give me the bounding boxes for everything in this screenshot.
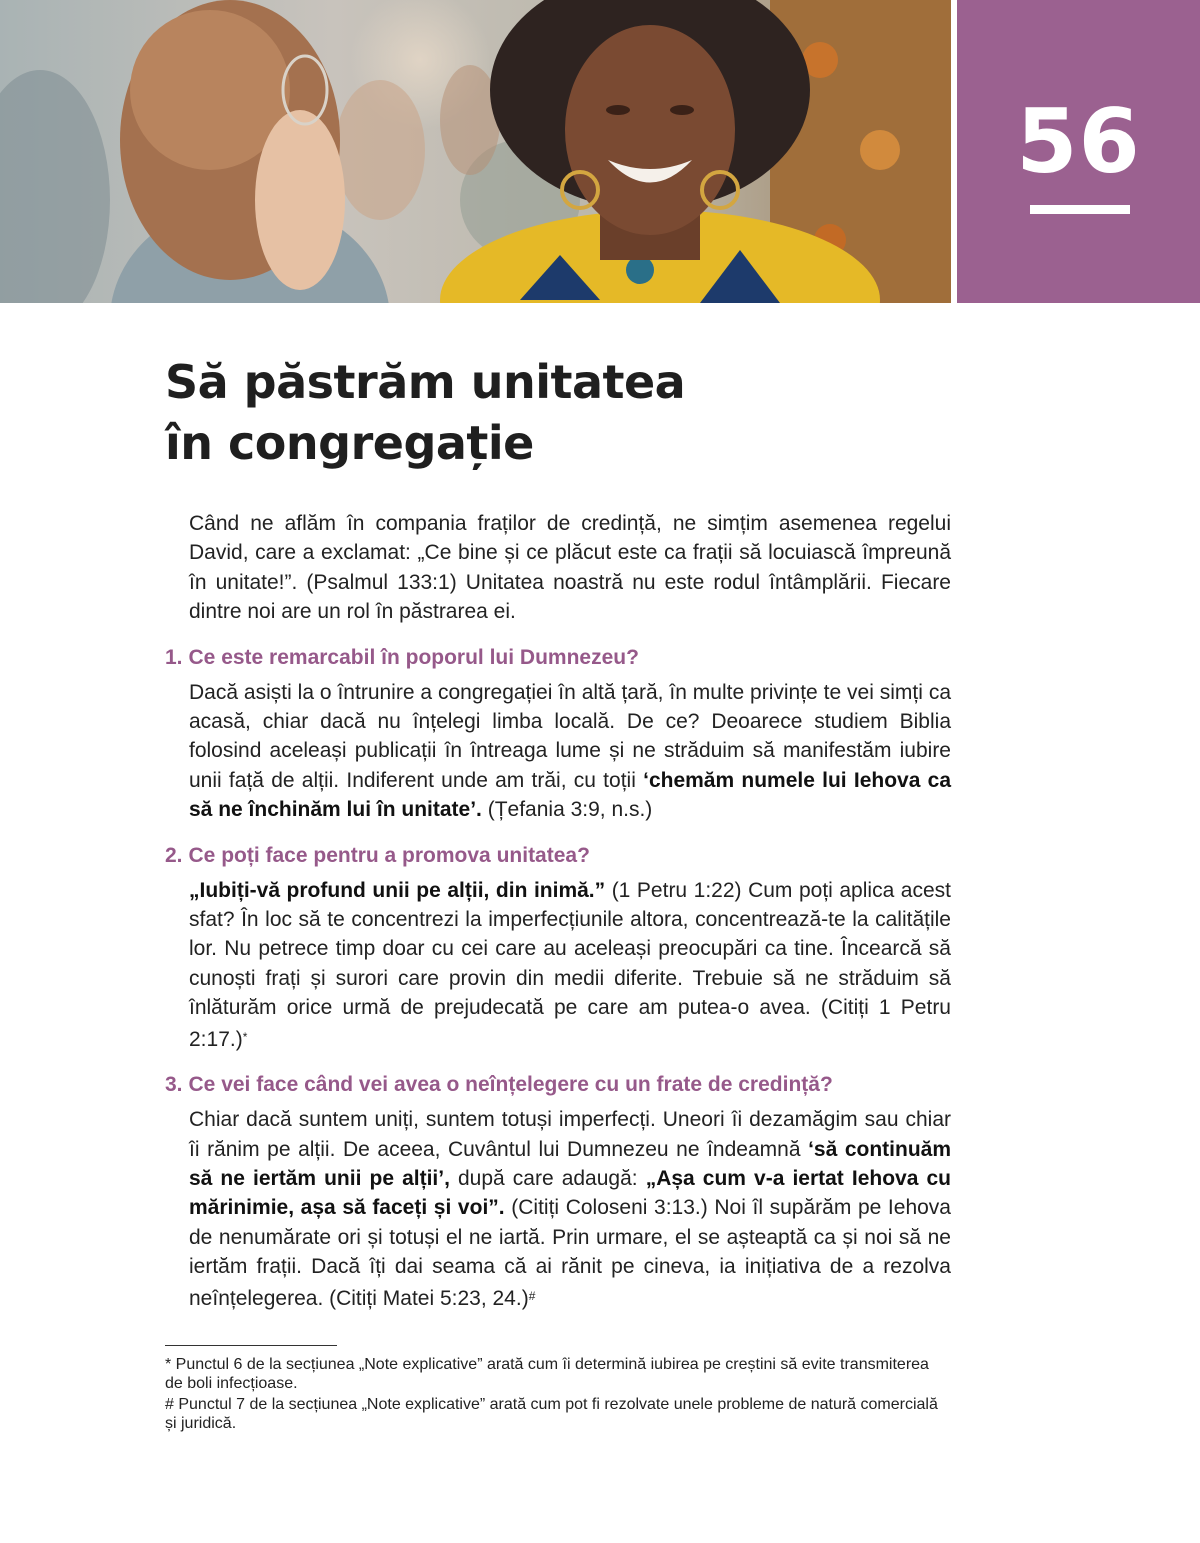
answer-text: după care adaugă: xyxy=(449,1166,646,1190)
footnote-marker[interactable]: # xyxy=(528,1288,536,1303)
question-number: 3. xyxy=(165,1073,183,1097)
page-title xyxy=(165,352,865,474)
question-text: Ce poți face pentru a promova unitatea? xyxy=(188,843,590,867)
answer-text: Dacă asiști la o întrunire a congregației în altă țară, în multe privințe te vei simți ca acasă, chiar dacă nu înțelegi limba locală. De ce? Deoarece studiem Biblia folosind aceleași publicații în întreaga lume și ne străduim să manifestăm iubire unii față de alții. Indiferent unde am trăi, cu toții xyxy=(189,680,951,792)
answer-1-paragraph xyxy=(189,678,951,825)
footnote-2 xyxy=(165,1395,945,1433)
page-title-line-1: Să păstrăm unitatea xyxy=(165,355,686,409)
question-2 xyxy=(165,841,951,870)
intro-paragraph: Când ne aflăm în compania fraților de credință, ne simțim asemenea regelui David, care a exclamat: „Ce bine și ce plăcut este ca frații să locuiască împreună în unitate!”. (Psalmul 133:1) Unitatea noastră nu este rodul întâmplării. Fiecare dintre noi are un rol în păstrarea ei. xyxy=(189,512,951,624)
answer-text: (Citiți Coloseni 3:13.) Noi îl supărăm pe Iehova de nenumărate ori și totuși el ne iartă. Prin urmare, el se așteaptă ca și noi să ne iertăm frații. Dacă îți dai seama că ai rănit pe cineva, ia inițiativa de a rezolva neînțelegerea. (Citiți Matei 5:23, 24.) xyxy=(189,1196,951,1310)
emphasized-scripture: „Iubiți-vă profund unii pe alții, din inimă.” xyxy=(189,878,606,902)
question-3 xyxy=(165,1070,951,1099)
footnote-marker[interactable]: * xyxy=(242,1029,248,1044)
emphasized-scripture: ‘chemăm numele lui Iehova ca să ne închinăm lui în unitate’. xyxy=(189,768,952,822)
question-text: Ce vei face când vei avea o neînțelegere cu un frate de credință? xyxy=(188,1073,833,1097)
footnote-1 xyxy=(165,1355,945,1393)
lesson-content xyxy=(165,509,951,1313)
answer-text: Chiar dacă suntem uniți, suntem totuși imperfecți. Uneori îi dezamăgim sau chiar îi rănim pe alții. De aceea, Cuvântul lui Dumnezeu ne îndeamnă xyxy=(189,1108,951,1161)
footnote-mark: # xyxy=(165,1396,174,1413)
lesson-number: 56 xyxy=(1016,90,1141,193)
footnote-text: Punctul 7 de la secțiunea „Note explicative” arată cum pot fi rezolvate unele probleme de natură comercială și juridică. xyxy=(165,1396,938,1432)
emphasized-scripture: ‘să continuăm să ne iertăm unii pe alții’, xyxy=(189,1137,951,1190)
answer-3-paragraph xyxy=(189,1105,951,1313)
question-number: 2. xyxy=(165,843,183,867)
question-1 xyxy=(165,643,951,672)
lesson-number-underline xyxy=(1030,205,1130,214)
footnote-text: Punctul 6 de la secțiunea „Note explicative” arată cum îi determină iubirea pe creștini să evite transmiterea de boli infecțioase. xyxy=(165,1356,929,1392)
emphasized-scripture: „Așa cum v-a iertat Iehova cu mărinimie, așa să faceți și voi”. xyxy=(189,1166,951,1220)
photo-illustration xyxy=(0,0,951,303)
question-text: Ce este remarcabil în poporul lui Dumnezeu? xyxy=(188,645,639,669)
footnote-divider xyxy=(165,1345,337,1346)
lesson-number-box xyxy=(957,0,1200,303)
footnote-mark: * xyxy=(165,1356,172,1373)
answer-text: (Țefania 3:9, n.s.) xyxy=(481,798,653,822)
question-number: 1. xyxy=(165,645,183,669)
footnotes xyxy=(165,1355,945,1435)
answer-2-paragraph xyxy=(189,876,951,1054)
page-title-line-2: în congregație xyxy=(165,416,534,470)
header-photo xyxy=(0,0,951,303)
answer-text: (1 Petru 1:22) Cum poți aplica acest sfat? În loc să te concentrezi la imperfecțiunile altora, concentrează-te la calitățile lor. Nu petrece timp doar cu cei care au aceleași preocupări ca tine. Încearcă să cunoști frați și surori care provin din medii diferite. Trebuie să ne străduim să înlăturăm orice urmă de prejudecată pe care am putea-o avea. (Citiți 1 Petru 2:17.) xyxy=(189,878,951,1051)
